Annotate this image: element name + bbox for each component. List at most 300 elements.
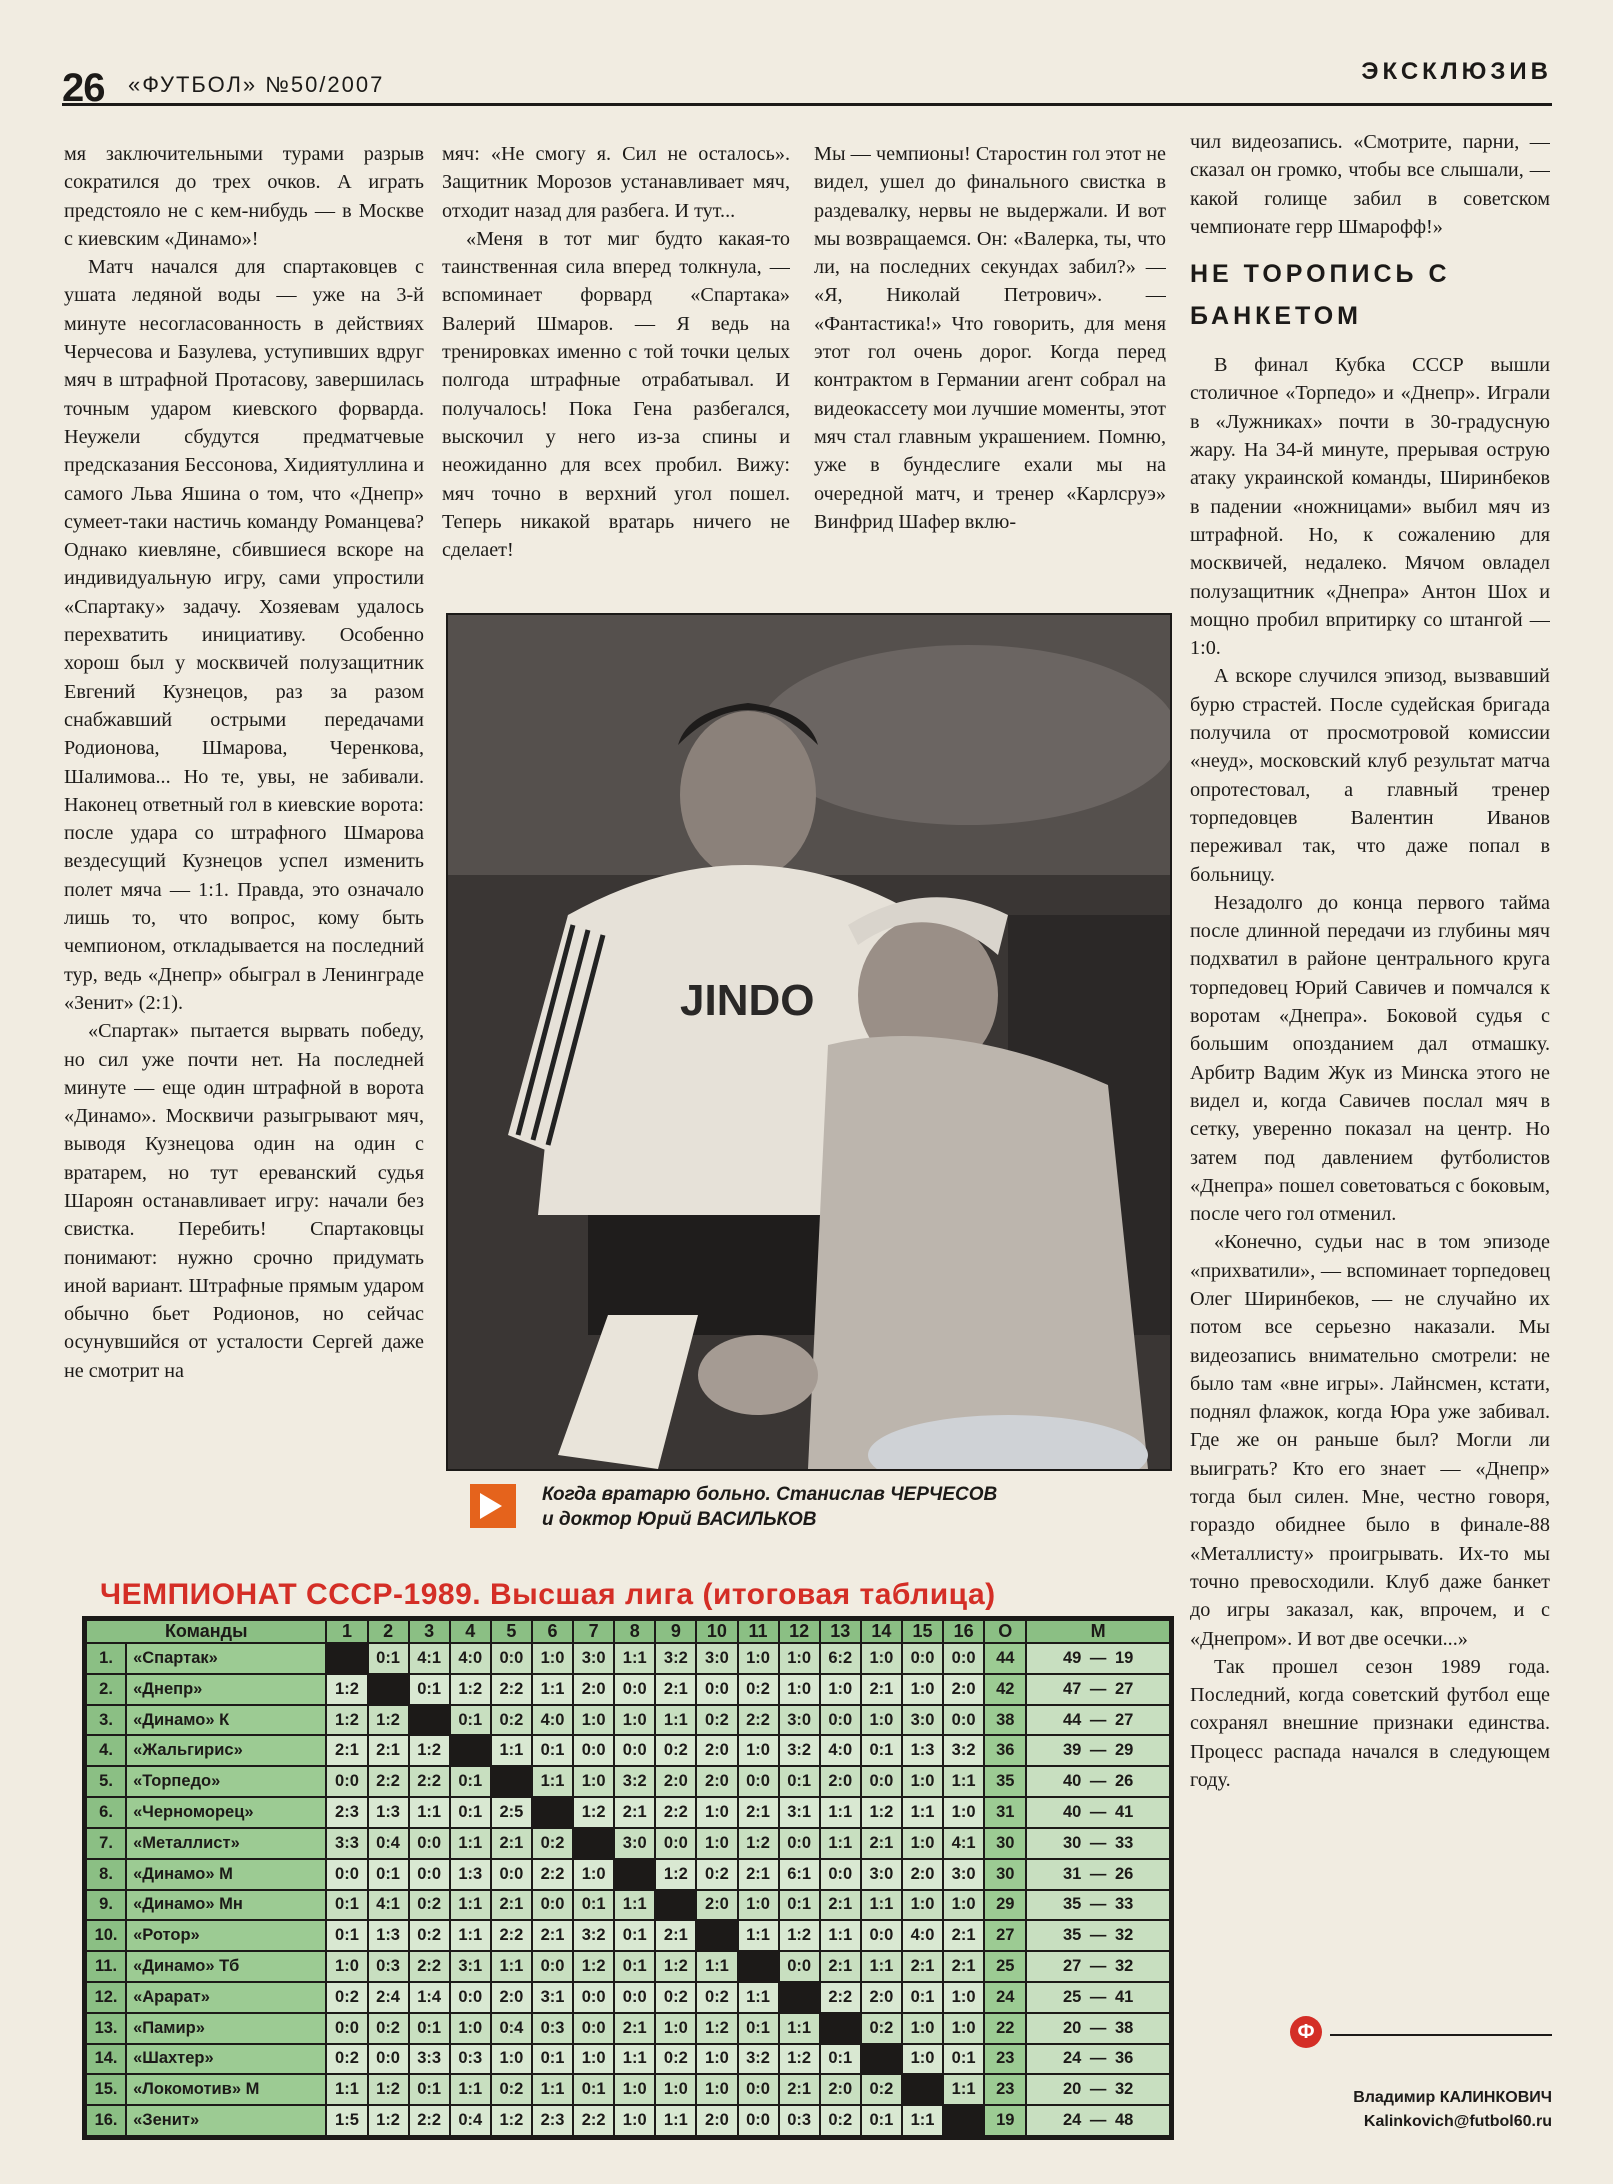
result-cell: 1:0 — [614, 1705, 655, 1736]
row-position: 1. — [86, 1643, 126, 1674]
result-cell: 0:0 — [738, 2074, 779, 2105]
result-cell: 1:2 — [696, 2013, 737, 2044]
result-cell: 0:1 — [573, 1890, 614, 1921]
result-cell: 2:2 — [409, 1766, 450, 1797]
result-cell: 0:0 — [532, 1951, 573, 1982]
result-cell: 2:2 — [491, 1674, 532, 1705]
row-team: «Металлист» — [126, 1828, 326, 1859]
header-col-number: 15 — [902, 1620, 943, 1643]
row-goals: 20 — 32 — [1026, 2074, 1170, 2105]
result-cell: 1:3 — [368, 1797, 409, 1828]
row-goals: 27 — 32 — [1026, 1951, 1170, 1982]
result-cell: 0:3 — [368, 1951, 409, 1982]
result-cell: 1:2 — [655, 1951, 696, 1982]
result-cell: 0:2 — [409, 1890, 450, 1921]
row-points: 23 — [984, 2044, 1026, 2075]
table-row — [86, 1735, 1170, 1766]
result-cell: 0:0 — [532, 1890, 573, 1921]
header-goals: М — [1026, 1620, 1170, 1643]
result-cell: 0:1 — [368, 1643, 409, 1674]
result-cell: 1:1 — [738, 1920, 779, 1951]
result-cell: 0:2 — [655, 1982, 696, 2013]
result-cell: 1:2 — [409, 1735, 450, 1766]
row-position: 7. — [86, 1828, 126, 1859]
result-cell: 1:0 — [820, 1674, 861, 1705]
result-cell: 1:1 — [532, 2074, 573, 2105]
table-row — [86, 1766, 1170, 1797]
paragraph: «Конечно, судьи нас в том эпизоде «прихватили», — вспоминает торпедовец Олег Ширинбеков, — не случайно их потом все серьезно наказали. Мы видеозапись внимательно смотрели: не было там «вне игры». Лайнсмен, кстати, поднял флажок, когда Юра уже забивал. Где же он раньше был? Могли ли выиграть? Кто его знает — «Днепр» тогда был силен. Мне, честно говоря, гораздо обиднее было в финале-88 «Металлисту» проигрывать. Их-то мы точно превосходили. Клуб даже банкет до игры заказал, как, впрочем, и с «Днепром». И вот две осечки...» — [1190, 1231, 1550, 1650]
result-cell: 2:1 — [820, 1951, 861, 1982]
result-cell: 2:0 — [491, 1982, 532, 2013]
result-cell: 2:1 — [655, 1674, 696, 1705]
result-cell: 3:0 — [943, 1859, 984, 1890]
result-cell: 2:1 — [943, 1920, 984, 1951]
result-cell: 1:1 — [861, 1951, 902, 1982]
row-goals: 39 — 29 — [1026, 1735, 1170, 1766]
diagonal-cell — [943, 2105, 984, 2136]
result-cell: 3:0 — [779, 1705, 820, 1736]
result-cell: 0:0 — [409, 1828, 450, 1859]
row-team: «Торпедо» — [126, 1766, 326, 1797]
row-team: «Ротор» — [126, 1920, 326, 1951]
result-cell: 0:0 — [326, 2013, 367, 2044]
author-email: Kalinkovich@futbol60.ru — [1363, 2113, 1552, 2130]
result-cell: 1:1 — [820, 1920, 861, 1951]
result-cell: 0:0 — [943, 1643, 984, 1674]
result-cell: 6:2 — [820, 1643, 861, 1674]
paragraph: Так прошел сезон 1989 года. Последний, когда советский футбол еще сохранял внешние признаки единства. Процесс распада начался в следующем году. — [1190, 1655, 1550, 1792]
result-cell: 2:1 — [368, 1735, 409, 1766]
result-cell: 0:1 — [614, 1920, 655, 1951]
row-points: 19 — [984, 2105, 1026, 2136]
result-cell: 0:2 — [696, 1859, 737, 1890]
header-col-number: 12 — [779, 1620, 820, 1643]
result-cell: 0:2 — [696, 1705, 737, 1736]
result-cell: 0:0 — [450, 1982, 491, 2013]
result-cell: 3:2 — [573, 1920, 614, 1951]
paragraph: «Меня в тот миг будто какая-то таинственная сила вперед толкнула, — вспоминает форвард «Спартака» Валерий Шмаров. — Я ведь на тренировках именно с той точки целых полгода штрафные отрабатывал. И получалось! Пока Гена разбегался, выскочил у него из-за спины и неожиданно для всех пробил. Вижу: мяч точно в верхний угол пошел. Теперь никакой вратарь ничего не сделает! — [442, 227, 790, 562]
result-cell: 3:2 — [943, 1735, 984, 1766]
standings-table — [85, 1619, 1171, 2137]
result-cell: 0:0 — [820, 1705, 861, 1736]
row-points: 42 — [984, 1674, 1026, 1705]
result-cell: 1:2 — [573, 1951, 614, 1982]
result-cell: 0:0 — [655, 1828, 696, 1859]
table-row — [86, 2013, 1170, 2044]
result-cell: 0:0 — [820, 1859, 861, 1890]
result-cell: 1:0 — [614, 2105, 655, 2136]
result-cell: 1:1 — [738, 1982, 779, 2013]
result-cell: 1:0 — [696, 2074, 737, 2105]
result-cell: 2:1 — [614, 2013, 655, 2044]
paragraph: «Спартак» пытается вырвать победу, но сил уже почти нет. На последней минуте — еще один штрафной в ворота «Динамо». Москвичи разыгрывают мяч, выводя Кузнецова один на один с вратарем, но тут ереванский судья Шароян останавливает игру: начали без свистка. Перебить! Спартаковцы понимают: нужно срочно придумать иной вариант. Штрафные прямым ударом обычно бьет Родионов, но сейчас осунувшийся от усталости Сергей даже не смотрит на — [64, 1020, 424, 1382]
result-cell: 0:0 — [368, 2044, 409, 2075]
result-cell: 2:2 — [409, 2105, 450, 2136]
header-col-number: 11 — [738, 1620, 779, 1643]
diagonal-cell — [409, 1705, 450, 1736]
result-cell: 0:1 — [738, 2013, 779, 2044]
result-cell: 0:1 — [409, 2074, 450, 2105]
result-cell: 1:1 — [450, 2074, 491, 2105]
row-team: «Локомотив» М — [126, 2074, 326, 2105]
result-cell: 1:0 — [779, 1643, 820, 1674]
row-goals: 24 — 36 — [1026, 2044, 1170, 2075]
result-cell: 1:1 — [902, 1797, 943, 1828]
row-points: 35 — [984, 1766, 1026, 1797]
diagonal-cell — [655, 1890, 696, 1921]
result-cell: 2:5 — [491, 1797, 532, 1828]
result-cell: 0:0 — [326, 1766, 367, 1797]
result-cell: 0:1 — [326, 1920, 367, 1951]
result-cell: 0:1 — [614, 1951, 655, 1982]
result-cell: 1:0 — [902, 1674, 943, 1705]
table-row — [86, 1920, 1170, 1951]
result-cell: 0:0 — [738, 1766, 779, 1797]
diagonal-cell — [614, 1859, 655, 1890]
result-cell: 1:1 — [655, 1705, 696, 1736]
shirt-lettering: JINDO — [680, 976, 815, 1025]
result-cell: 1:0 — [779, 1674, 820, 1705]
result-cell: 2:0 — [820, 2074, 861, 2105]
result-cell: 1:2 — [655, 1859, 696, 1890]
result-cell: 1:0 — [573, 1859, 614, 1890]
result-cell: 4:1 — [409, 1643, 450, 1674]
result-cell: 2:1 — [655, 1920, 696, 1951]
table-row — [86, 1951, 1170, 1982]
result-cell: 4:0 — [532, 1705, 573, 1736]
result-cell: 0:1 — [532, 2044, 573, 2075]
result-cell: 0:0 — [573, 2013, 614, 2044]
table-row — [86, 1890, 1170, 1921]
result-cell: 1:0 — [655, 2074, 696, 2105]
row-team: «Динамо» К — [126, 1705, 326, 1736]
result-cell: 1:1 — [491, 1735, 532, 1766]
diagonal-cell — [779, 1982, 820, 2013]
page-number: 26 — [62, 66, 105, 110]
result-cell: 2:1 — [614, 1797, 655, 1828]
result-cell: 0:4 — [491, 2013, 532, 2044]
result-cell: 3:0 — [861, 1859, 902, 1890]
result-cell: 6:1 — [779, 1859, 820, 1890]
result-cell: 0:0 — [902, 1643, 943, 1674]
result-cell: 3:0 — [902, 1705, 943, 1736]
row-position: 13. — [86, 2013, 126, 2044]
row-position: 14. — [86, 2044, 126, 2075]
result-cell: 1:2 — [779, 1920, 820, 1951]
result-cell: 1:3 — [902, 1735, 943, 1766]
result-cell: 3:0 — [614, 1828, 655, 1859]
result-cell: 2:1 — [779, 2074, 820, 2105]
result-cell: 3:3 — [409, 2044, 450, 2075]
result-cell: 1:0 — [491, 2044, 532, 2075]
row-points: 23 — [984, 2074, 1026, 2105]
header-col-number: 5 — [491, 1620, 532, 1643]
paragraph: А вскоре случился эпизод, вызвавший бурю страстей. После судейская бригада получила от просмотровой комиссии «неуд», московский клуб результат матча опротестовал, а главный тренер торпедовцев Валентин Иванов переживал так, что даже попал в больницу. — [1190, 665, 1550, 886]
result-cell: 0:3 — [450, 2044, 491, 2075]
result-cell: 0:0 — [409, 1859, 450, 1890]
subheading: НЕ ТОРОПИСЬ С БАНКЕТОМ — [1190, 260, 1451, 331]
result-cell: 3:1 — [450, 1951, 491, 1982]
result-cell: 0:2 — [655, 1735, 696, 1766]
diagonal-cell — [450, 1735, 491, 1766]
result-cell: 1:0 — [696, 2044, 737, 2075]
result-cell: 1:0 — [696, 1828, 737, 1859]
result-cell: 2:1 — [902, 1951, 943, 1982]
result-cell: 0:0 — [614, 1674, 655, 1705]
result-cell: 0:2 — [326, 1982, 367, 2013]
row-position: 11. — [86, 1951, 126, 1982]
row-goals: 44 — 27 — [1026, 1705, 1170, 1736]
result-cell: 2:0 — [943, 1674, 984, 1705]
result-cell: 1:1 — [450, 1828, 491, 1859]
row-team: «Днепр» — [126, 1674, 326, 1705]
result-cell: 0:1 — [450, 1705, 491, 1736]
result-cell: 2:2 — [738, 1705, 779, 1736]
diagonal-cell — [532, 1797, 573, 1828]
row-team: «Динамо» Мн — [126, 1890, 326, 1921]
result-cell: 2:2 — [532, 1859, 573, 1890]
header-col-number: 14 — [861, 1620, 902, 1643]
result-cell: 4:0 — [820, 1735, 861, 1766]
result-cell: 0:0 — [861, 1766, 902, 1797]
header-col-number: 9 — [655, 1620, 696, 1643]
result-cell: 0:1 — [573, 2074, 614, 2105]
result-cell: 1:0 — [738, 1643, 779, 1674]
diagonal-cell — [738, 1951, 779, 1982]
result-cell: 3:0 — [696, 1643, 737, 1674]
diagonal-cell — [573, 1828, 614, 1859]
result-cell: 2:2 — [573, 2105, 614, 2136]
row-team: «Динамо» Тб — [126, 1951, 326, 1982]
result-cell: 1:1 — [820, 1828, 861, 1859]
article-column-2 — [442, 140, 790, 602]
row-points: 25 — [984, 1951, 1026, 1982]
header-col-number: 7 — [573, 1620, 614, 1643]
table-row — [86, 1705, 1170, 1736]
result-cell: 0:2 — [368, 2013, 409, 2044]
table-row — [86, 1982, 1170, 2013]
result-cell: 0:2 — [409, 1920, 450, 1951]
result-cell: 0:1 — [861, 1735, 902, 1766]
result-cell: 2:0 — [820, 1766, 861, 1797]
header-team: Команды — [86, 1620, 326, 1643]
result-cell: 0:1 — [532, 1735, 573, 1766]
result-cell: 1:0 — [943, 1982, 984, 2013]
result-cell: 0:1 — [450, 1766, 491, 1797]
result-cell: 0:0 — [779, 1951, 820, 1982]
result-cell: 1:1 — [450, 1920, 491, 1951]
result-cell: 1:0 — [902, 2044, 943, 2075]
result-cell: 0:3 — [779, 2105, 820, 2136]
result-cell: 1:2 — [573, 1797, 614, 1828]
result-cell: 2:1 — [738, 1859, 779, 1890]
result-cell: 0:1 — [943, 2044, 984, 2075]
table-header-row — [86, 1620, 1170, 1643]
caption-line: Когда вратарю больно. Станислав ЧЕРЧЕСОВ — [542, 1484, 998, 1505]
caption-line: и доктор Юрий ВАСИЛЬКОВ — [542, 1509, 817, 1530]
result-cell: 3:1 — [779, 1797, 820, 1828]
row-points: 30 — [984, 1859, 1026, 1890]
diagonal-cell — [902, 2074, 943, 2105]
result-cell: 1:1 — [696, 1951, 737, 1982]
result-cell: 2:0 — [696, 1766, 737, 1797]
header-col-number: 1 — [326, 1620, 367, 1643]
result-cell: 1:0 — [738, 1890, 779, 1921]
result-cell: 0:0 — [696, 1674, 737, 1705]
result-cell: 3:2 — [779, 1735, 820, 1766]
result-cell: 1:2 — [326, 1705, 367, 1736]
row-position: 10. — [86, 1920, 126, 1951]
result-cell: 1:2 — [368, 1705, 409, 1736]
result-cell: 2:1 — [326, 1735, 367, 1766]
result-cell: 4:0 — [902, 1920, 943, 1951]
header-col-number: 8 — [614, 1620, 655, 1643]
result-cell: 0:0 — [614, 1735, 655, 1766]
result-cell: 2:1 — [861, 1674, 902, 1705]
result-cell: 1:2 — [738, 1828, 779, 1859]
result-cell: 0:1 — [368, 1859, 409, 1890]
result-cell: 1:0 — [943, 1890, 984, 1921]
result-cell: 0:3 — [532, 2013, 573, 2044]
row-position: 12. — [86, 1982, 126, 2013]
result-cell: 0:1 — [820, 2044, 861, 2075]
result-cell: 0:2 — [491, 2074, 532, 2105]
result-cell: 2:4 — [368, 1982, 409, 2013]
row-points: 27 — [984, 1920, 1026, 1951]
table-row — [86, 2044, 1170, 2075]
result-cell: 0:1 — [326, 1890, 367, 1921]
table-row — [86, 1859, 1170, 1890]
result-cell: 0:1 — [861, 2105, 902, 2136]
result-cell: 0:1 — [779, 1766, 820, 1797]
magazine-logo-icon: Ф — [1290, 2016, 1322, 2048]
row-goals: 30 — 33 — [1026, 1828, 1170, 1859]
paragraph: чил видеозапись. «Смотрите, парни, — сказал он громко, чтобы все слышали, — какой голище забил в советском чемпионате герр Шмарофф!» — [1190, 131, 1550, 238]
result-cell: 1:0 — [326, 1951, 367, 1982]
row-team: «Черноморец» — [126, 1797, 326, 1828]
result-cell: 2:0 — [861, 1982, 902, 2013]
result-cell: 0:2 — [491, 1705, 532, 1736]
table-row — [86, 2074, 1170, 2105]
diagonal-cell — [820, 2013, 861, 2044]
result-cell: 2:0 — [696, 1890, 737, 1921]
row-points: 30 — [984, 1828, 1026, 1859]
paragraph: Мы — чемпионы! Старостин гол этот не видел, ушел до финального свистка в раздевалку, нервы не выдержали. И вот мы возвращаемся. Он: «Валерка, ты, что ли, на последних секундах забил?» — «Я, Николай Петрович». — «Фантастика!» Что говорить, для меня этот гол очень дорог. Когда перед контрактом в Германии агент собрал на видеокассету мои лучшие моменты, этот мяч стал главным украшением. Помню, уже в бундеслиге ехали мы на очередной матч, и тренер «Карлсруэ» Винфрид Шафер вклю- — [814, 143, 1166, 533]
diagonal-cell — [368, 1674, 409, 1705]
result-cell: 1:0 — [614, 2074, 655, 2105]
diagonal-cell — [326, 1643, 367, 1674]
result-cell: 1:2 — [861, 1797, 902, 1828]
table-row — [86, 2105, 1170, 2136]
issue-label: «ФУТБОЛ» №50/2007 — [128, 72, 385, 97]
table-row — [86, 1828, 1170, 1859]
result-cell: 2:1 — [820, 1890, 861, 1921]
row-points: 29 — [984, 1890, 1026, 1921]
paragraph: Незадолго до конца первого тайма после длинной передачи из глубины мяч подхватил в районе центрального круга торпедовец Юрий Савичев и помчался к воротам «Днепра». Боковой судья с большим опозданием дал отмашку. Арбитр Вадим Жук из Минска этого не видел и, когда Савичев послал мяч в сетку, уверенно показал на центр. Но затем под давлением футболистов «Днепра» пошел советоваться с боковым, после чего гол отменил. — [1190, 891, 1550, 1226]
row-position: 3. — [86, 1705, 126, 1736]
article-photo — [446, 613, 1172, 1471]
row-team: «Шахтер» — [126, 2044, 326, 2075]
result-cell: 0:2 — [738, 1674, 779, 1705]
paragraph: В финал Кубка СССР вышли столичное «Торпедо» и «Днепр». Играли в «Лужниках» почти в 30-градусную жару. На 34-й минуте, прерывая острую атаку украинской команды, Ширинбеков в падении «ножницами» выбил мяч из штрафной. Но, к сожалению для москвичей, недалеко. Мячом овладел полузащитник «Днепра» Антон Шох и мощно пробил впритирку со штангой — 1:0. — [1190, 354, 1550, 660]
result-cell: 1:0 — [573, 1766, 614, 1797]
row-points: 38 — [984, 1705, 1026, 1736]
result-cell: 1:0 — [861, 1643, 902, 1674]
result-cell: 4:1 — [943, 1828, 984, 1859]
diagonal-cell — [491, 1766, 532, 1797]
table-row — [86, 1643, 1170, 1674]
diagonal-cell — [696, 1920, 737, 1951]
row-team: «Зенит» — [126, 2105, 326, 2136]
result-cell: 2:3 — [532, 2105, 573, 2136]
result-cell: 2:2 — [491, 1920, 532, 1951]
result-cell: 2:0 — [696, 1735, 737, 1766]
result-cell: 1:1 — [532, 1766, 573, 1797]
caption-text — [542, 1482, 1172, 1532]
result-cell: 1:0 — [696, 1797, 737, 1828]
result-cell: 0:0 — [326, 1859, 367, 1890]
photo-illustration — [448, 615, 1170, 1469]
header-col-number: 2 — [368, 1620, 409, 1643]
result-cell: 1:4 — [409, 1982, 450, 2013]
result-cell: 2:2 — [820, 1982, 861, 2013]
result-cell: 0:2 — [861, 2013, 902, 2044]
result-cell: 1:2 — [368, 2074, 409, 2105]
header-col-number: 3 — [409, 1620, 450, 1643]
result-cell: 3:3 — [326, 1828, 367, 1859]
result-cell: 0:1 — [779, 1890, 820, 1921]
table-body — [86, 1643, 1170, 2136]
result-cell: 1:0 — [532, 1643, 573, 1674]
result-cell: 1:1 — [491, 1951, 532, 1982]
result-cell: 1:1 — [450, 1890, 491, 1921]
result-cell: 0:1 — [409, 2013, 450, 2044]
row-position: 4. — [86, 1735, 126, 1766]
author-signature — [1290, 2086, 1552, 2134]
author-name: Владимир КАЛИНКОВИЧ — [1353, 2089, 1552, 2106]
standings-table-frame — [82, 1616, 1174, 2140]
row-goals: 40 — 26 — [1026, 1766, 1170, 1797]
article-column-4 — [1190, 128, 1550, 2018]
header-col-number: 10 — [696, 1620, 737, 1643]
result-cell: 1:1 — [326, 2074, 367, 2105]
result-cell: 2:1 — [491, 1828, 532, 1859]
result-cell: 3:0 — [573, 1643, 614, 1674]
row-goals: 24 — 48 — [1026, 2105, 1170, 2136]
row-position: 6. — [86, 1797, 126, 1828]
row-points: 24 — [984, 1982, 1026, 2013]
result-cell: 2:1 — [738, 1797, 779, 1828]
result-cell: 1:0 — [902, 1828, 943, 1859]
row-position: 5. — [86, 1766, 126, 1797]
result-cell: 1:1 — [861, 1890, 902, 1921]
result-cell: 1:3 — [368, 1920, 409, 1951]
row-points: 36 — [984, 1735, 1026, 1766]
result-cell: 2:0 — [655, 1766, 696, 1797]
result-cell: 0:2 — [326, 2044, 367, 2075]
result-cell: 4:1 — [368, 1890, 409, 1921]
result-cell: 0:0 — [779, 1828, 820, 1859]
row-team: «Жальгирис» — [126, 1735, 326, 1766]
row-position: 9. — [86, 1890, 126, 1921]
result-cell: 2:0 — [696, 2105, 737, 2136]
row-position: 8. — [86, 1859, 126, 1890]
result-cell: 1:1 — [614, 1643, 655, 1674]
row-goals: 47 — 27 — [1026, 1674, 1170, 1705]
row-goals: 20 — 38 — [1026, 2013, 1170, 2044]
result-cell: 0:2 — [655, 2044, 696, 2075]
result-cell: 0:0 — [614, 1982, 655, 2013]
